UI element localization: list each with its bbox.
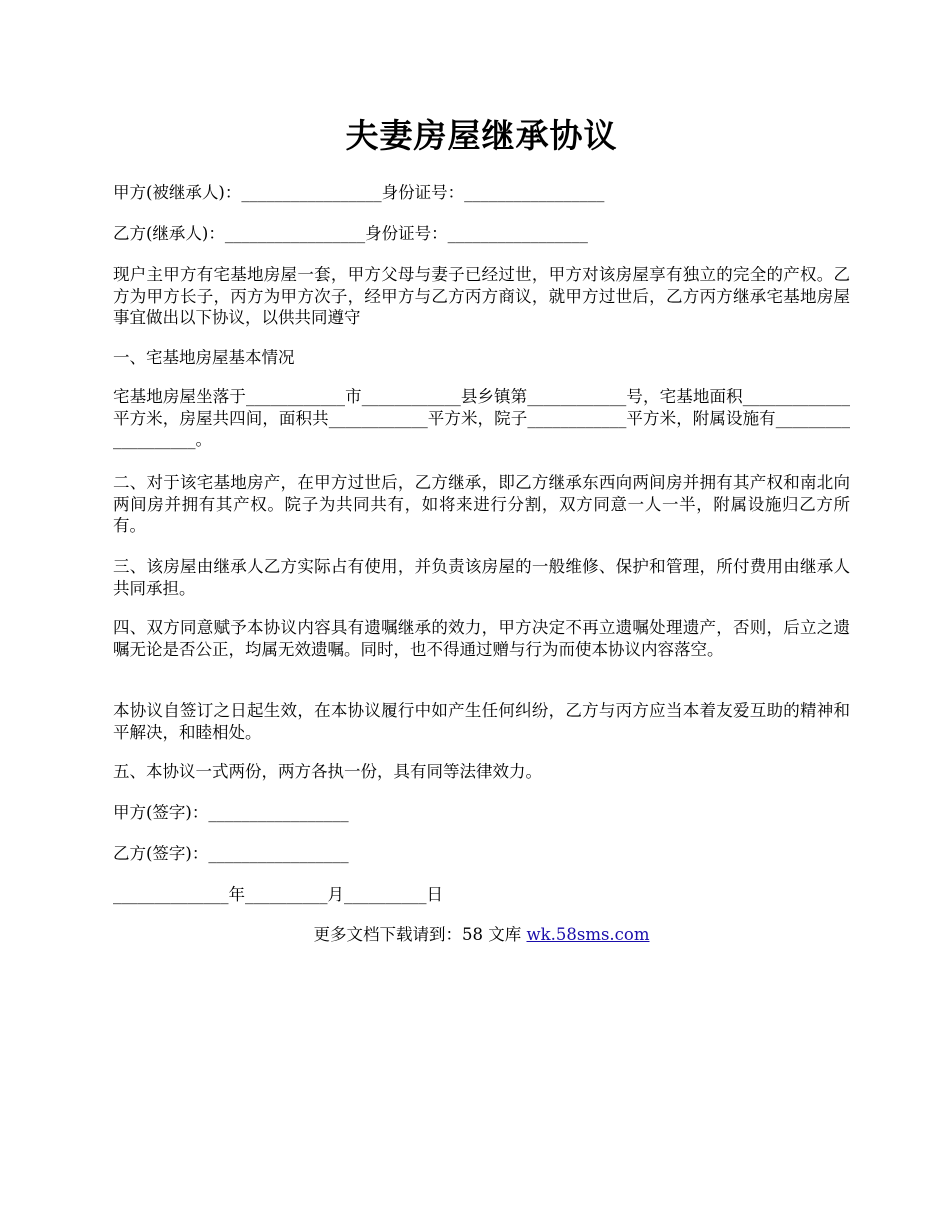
section2-paragraph: 二、对于该宅基地房产，在甲方过世后，乙方继承，即乙方继承东西向两间房并拥有其产权和南北向两间房并拥有其产权。院子为共同共有，如将来进行分割，双方同意一人一半，附属设施归乙方所有。 — [113, 473, 850, 535]
footer — [113, 924, 850, 946]
footer-link[interactable]: wk.58sms.com — [526, 925, 650, 944]
section1-heading: 一、宅基地房屋基本情况 — [113, 348, 295, 367]
section1-body: 宅基地房屋坐落于____________市____________县乡镇第____________号，宅基地面积_____________平方米，房屋共四间，面积共____________平方米，院子____________平方米，附属设施有___________________。 — [113, 387, 850, 449]
party-a-line: 甲方(被继承人)：_________________身份证号：_________________ — [113, 183, 605, 202]
footer-prefix: 更多文档下载请到：58 文库 — [313, 925, 527, 944]
intro-paragraph: 现户主甲方有宅基地房屋一套，甲方父母与妻子已经过世，甲方对该房屋享有独立的完全的产权。乙方为甲方长子，丙方为甲方次子，经甲方与乙方丙方商议，就甲方过世后，乙方丙方继承宅基地房屋事宜做出以下协议，以供共同遵守 — [113, 265, 850, 327]
signature-a: 甲方(签字)：_________________ — [113, 803, 349, 822]
document-title: 夫妻房屋继承协议 — [345, 116, 618, 155]
section4-paragraph: 四、双方同意赋予本协议内容具有遗嘱继承的效力，甲方决定不再立遗嘱处理遗产，否则，后立之遗嘱无论是否公正，均属无效遗嘱。同时，也不得通过赠与行为而使本协议内容落空。 — [113, 618, 850, 659]
effect-clause: 本协议自签订之日起生效，在本协议履行中如产生任何纠纷，乙方与丙方应当本着友爱互助的精神和平解决，和睦相处。 — [113, 701, 850, 742]
section5-paragraph: 五、本协议一式两份，两方各执一份，具有同等法律效力。 — [113, 762, 542, 781]
section3-paragraph: 三、该房屋由继承人乙方实际占有使用，并负责该房屋的一般维修、保护和管理，所付费用由继承人共同承担。 — [113, 557, 850, 598]
date-line: ______________年__________月__________日 — [113, 885, 443, 904]
signature-b: 乙方(签字)：_________________ — [113, 844, 349, 863]
party-b-line: 乙方(继承人)：_________________身份证号：_________________ — [113, 224, 588, 243]
